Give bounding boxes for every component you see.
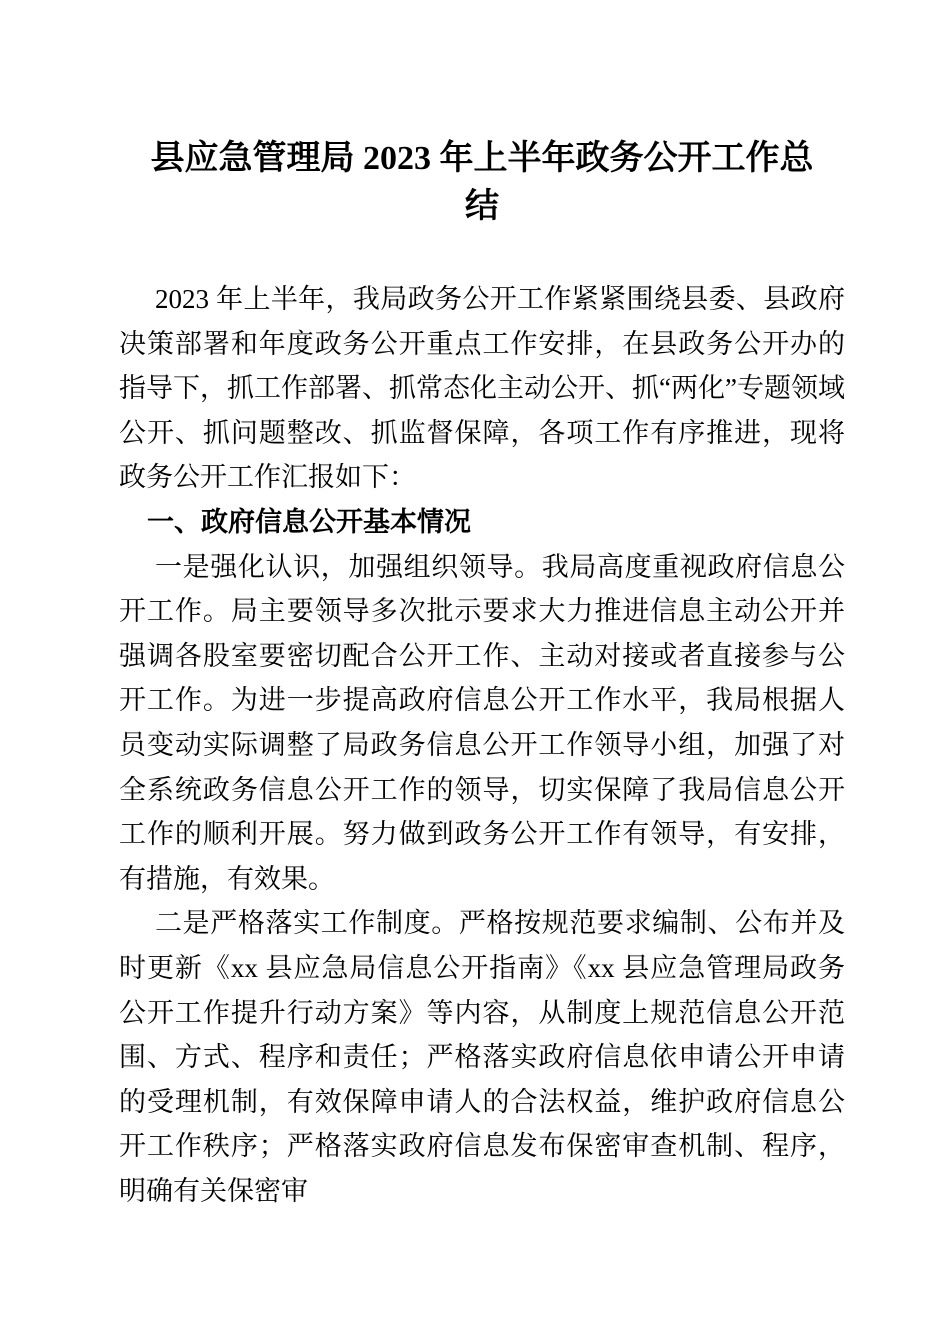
- document-title: 县应急管理局 2023 年上半年政务公开工作总结: [150, 140, 814, 225]
- document-body: [119, 277, 845, 1213]
- paragraph: 二是严格落实工作制度。严格按规范要求编制、公布并及时更新《xx 县应急局信息公开指南》《xx 县应急管理局政务公开工作提升行动方案》等内容，从制度上规范信息公开范围、方式、程序和责任；严格落实政府信息依申请公开申请的受理机制，有效保障申请人的合法权益，维护政府信息公开工作秩序；严格落实政府信息发布保密审查机制、程序，明确有关保密审: [119, 908, 845, 1206]
- section-heading: 一、政府信息公开基本情况: [147, 506, 471, 537]
- paragraph: 2023 年上半年，我局政务公开工作紧紧围绕县委、县政府决策部署和年度政务公开重点工作安排，在县政务公开办的指导下，抓工作部署、抓常态化主动公开、抓“两化”专题领域公开、抓问题整改、抓监督保障，各项工作有序推进，现将政务公开工作汇报如下：: [119, 284, 845, 493]
- paragraph: 一是强化认识，加强组织领导。我局高度重视政府信息公开工作。局主要领导多次批示要求大力推进信息主动公开并强调各股室要密切配合公开工作、主动对接或者直接参与公开工作。为进一步提高政府信息公开工作水平，我局根据人员变动实际调整了局政务信息公开工作领导小组，加强了对全系统政务信息公开工作的领导，切实保障了我局信息公开工作的顺利开展。努力做到政务公开工作有领导，有安排，有措施，有效果。: [119, 551, 845, 894]
